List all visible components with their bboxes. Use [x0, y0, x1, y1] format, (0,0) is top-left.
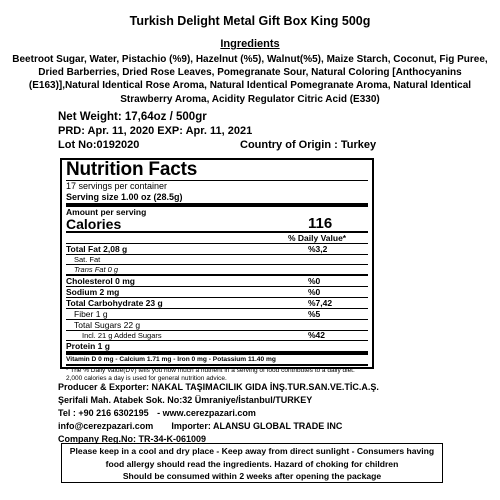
nutrient-label: Sat. Fat	[74, 255, 101, 264]
nutrient-label: Fiber 1 g	[74, 309, 108, 319]
warning-line: Please keep in a cool and dry place - Keep away from direct sunlight - Consumers having	[69, 446, 435, 456]
nutrient-row	[66, 309, 368, 320]
company-registration: Company Reg.No: TR-34-K-061009	[58, 434, 207, 444]
product-info	[58, 110, 377, 152]
nutrient-label: Incl. 21 g Added Sugars	[82, 331, 162, 340]
nutrient-row	[66, 265, 368, 276]
nutrient-label: Sodium 2 mg	[66, 287, 120, 297]
lot-number: Lot No:0192020	[58, 139, 140, 151]
nutrient-row	[66, 341, 368, 355]
nutrient-row	[66, 244, 368, 255]
nutrient-value: %5	[308, 309, 321, 319]
warning-line: Should be consumed within 2 weeks after opening the package	[122, 471, 382, 481]
calories-label: Calories	[66, 216, 122, 232]
producer-email: info@cerezpazari.com	[58, 421, 154, 431]
nutrient-value: %42	[308, 330, 326, 340]
nutrient-row	[66, 276, 368, 287]
producer-info	[58, 381, 379, 446]
vitamins-minerals	[66, 355, 368, 366]
producer-website: - www.cerezpazari.com	[157, 408, 256, 418]
ingredients-heading: Ingredients	[220, 38, 280, 50]
nutrient-label: Total Sugars 22 g	[74, 320, 141, 330]
producer-exporter: Producer & Exporter: NAKAL TAŞIMACILIK GIDA İNŞ.TUR.SAN.VE.TİC.A.Ş.	[58, 382, 379, 392]
ingredients-text: Beetroot Sugar, Water, Pistachio (%9), Hazelnut (%5), Walnut(%5), Maize Starch, Coconut, Fig Puree, Dried Barberries, Dried Rose Leaves, Pomegranate Sour, Natural Coloring [Anthocyanins (E163)],Natural Identical Rose Aroma, Natural Identical Pomegranate Aroma, Natural Identical Strawberry Aroma, Acidity Regulator Citric Acid (E330)	[12, 54, 488, 105]
nutrient-value: %7,42	[308, 298, 333, 308]
nutrient-value: %0	[308, 287, 321, 297]
warning-line: food allergy should read the ingredients. Hazard of choking for children	[105, 458, 399, 469]
serving-size	[66, 192, 368, 207]
storage-warning-box	[61, 443, 443, 483]
lot-row	[58, 138, 377, 152]
nutrient-row	[66, 255, 368, 265]
daily-value-header-text: % Daily Value*	[288, 233, 347, 243]
country-of-origin: Country of Origin : Turkey	[240, 139, 377, 151]
nutrient-label: Total Carbohydrate 23 g	[66, 298, 163, 308]
producer-phone: Tel : +90 216 6302195	[58, 408, 149, 418]
contact-row	[58, 407, 379, 420]
nutrition-facts-panel	[60, 158, 374, 382]
nutrient-value: %0	[308, 276, 321, 286]
nutrient-row	[66, 287, 368, 298]
nutrient-label: Trans Fat 0 g	[74, 265, 119, 274]
calories-row	[66, 217, 368, 233]
nutrient-value: %3,2	[308, 244, 328, 254]
nutrient-label: Protein 1 g	[66, 341, 110, 351]
net-weight: Net Weight: 17,64oz / 500gr	[58, 111, 207, 123]
serving-size-text: Serving size 1.00 oz (28.5g)	[66, 192, 183, 202]
servings-per-container: 17 servings per container	[66, 181, 168, 191]
daily-value-header	[66, 233, 368, 244]
product-title: Turkish Delight Metal Gift Box King 500g	[129, 14, 371, 28]
daily-value-footnote: * The % Daily Value(DV) tells you how much a nutrient in a serving of food contributes to a daily diet. 2,000 calories a day is used for general nutrition advice.	[66, 367, 355, 382]
calories-value: 116	[308, 215, 333, 232]
nutrient-row	[66, 331, 368, 341]
nutrient-row	[66, 298, 368, 309]
amount-per-serving: Amount per serving	[66, 207, 147, 217]
producer-address: Şerifali Mah. Atabek Sok. No:32 Ümraniye/İstanbul/TURKEY	[58, 395, 313, 405]
production-expiry-dates: PRD: Apr. 11, 2020 EXP: Apr. 11, 2021	[58, 125, 253, 137]
importer: Importer: ALANSU GLOBAL TRADE INC	[171, 421, 343, 431]
email-importer-row	[58, 420, 379, 433]
nutrition-facts-title: Nutrition Facts	[66, 160, 368, 181]
vitamins-minerals-text: Vitamin D 0 mg - Calcium 1.71 mg - Iron 0 mg - Potassium 11.40 mg	[66, 356, 276, 363]
nutrient-label: Total Fat 2,08 g	[66, 244, 128, 254]
nutrient-label: Cholesterol 0 mg	[66, 276, 135, 286]
